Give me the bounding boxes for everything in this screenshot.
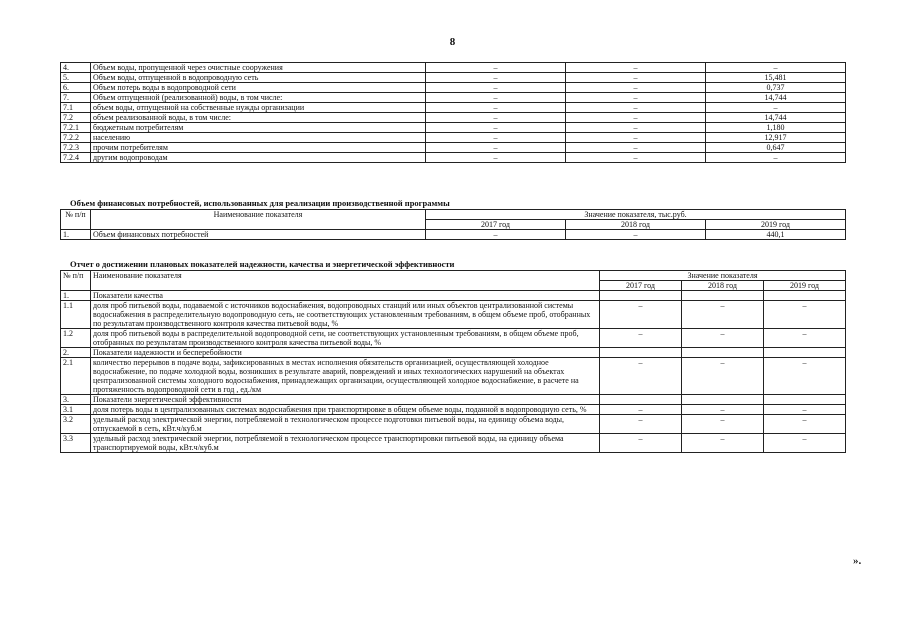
- value-2018: –: [566, 230, 706, 240]
- value-2018: –: [682, 405, 764, 415]
- row-name: удельный расход электрической энергии, потребляемой в технологическом процессе подготовки питьевой воды, на единицу объема воды, отпускаемой в сеть, кВт.ч/куб.м: [91, 415, 600, 434]
- value-2019: 12,917: [706, 133, 846, 143]
- col-header-2019: 2019 год: [706, 220, 846, 230]
- table-row: [61, 103, 846, 113]
- value-2018: –: [682, 434, 764, 453]
- section-row: [61, 291, 846, 301]
- section-name: Показатели энергетической эффективности: [91, 395, 600, 405]
- volumes-table: [60, 62, 846, 163]
- col-header-name: Наименование показателя: [91, 271, 600, 291]
- value-2019: 0,737: [706, 83, 846, 93]
- row-num: 2.: [61, 348, 91, 358]
- row-name: Объем воды, отпущенной в водопроводную сеть: [91, 73, 426, 83]
- value-2017: –: [426, 73, 566, 83]
- value-2017: –: [426, 153, 566, 163]
- value-2019: –: [706, 153, 846, 163]
- value-2019: –: [764, 329, 846, 348]
- table-row: [61, 153, 846, 163]
- table-row: [61, 113, 846, 123]
- performance-table: [60, 270, 846, 453]
- value-2017: –: [426, 230, 566, 240]
- table-row: [61, 329, 846, 348]
- section-row: [61, 395, 846, 405]
- row-num: 3.2: [61, 415, 91, 434]
- row-num: 7.2: [61, 113, 91, 123]
- row-name: количество перерывов в подаче воды, зафиксированных в местах исполнения обязательств организацией, осуществляющей холодное водоснабжение, по подаче холодной воды, возникших в результате аварий, повреждений и иных технологических нарушений на объектах централизованной системы холодного водоснабжения, принадлежащих организации, осуществляющей холодное водоснабжение, в расчете на протяженность водопроводной сети в год , ед./км: [91, 358, 600, 395]
- table-row: [61, 434, 846, 453]
- col-header-2017: 2017 год: [426, 220, 566, 230]
- row-num: 6.: [61, 83, 91, 93]
- value-2018: –: [566, 133, 706, 143]
- financial-needs-title: Объем финансовых потребностей, использованных для реализации производственной программы: [70, 198, 450, 208]
- value-2017: –: [600, 329, 682, 348]
- value-2018: –: [682, 329, 764, 348]
- row-name: доля проб питьевой воды, подаваемой с источников водоснабжения, водопроводных станций или иных объектов централизованной системы водоснабжения в распределительную водопроводную сеть, не соответствующих установленным требованиям, в общем объеме проб, отобранных по результатам производственного контроля качества питьевой воды, %: [91, 301, 600, 329]
- row-name: другим водопроводам: [91, 153, 426, 163]
- value-2017: –: [600, 434, 682, 453]
- value-2019: –: [764, 301, 846, 329]
- value-2018: –: [566, 153, 706, 163]
- value-2018: –: [682, 301, 764, 329]
- row-num: 5.: [61, 73, 91, 83]
- value-2019: 14,744: [706, 113, 846, 123]
- row-name: объем воды, отпущенной на собственные нужды организации: [91, 103, 426, 113]
- row-num: 3.3: [61, 434, 91, 453]
- row-num: 1.2: [61, 329, 91, 348]
- row-num: 3.: [61, 395, 91, 405]
- value-2019: [764, 395, 846, 405]
- row-num: 1.: [61, 291, 91, 301]
- value-2017: –: [426, 93, 566, 103]
- value-2018: [682, 291, 764, 301]
- section-name: Показатели надежности и бесперебойности: [91, 348, 600, 358]
- row-name: объем реализованной воды, в том числе:: [91, 113, 426, 123]
- row-num: 7.2.2: [61, 133, 91, 143]
- value-2019: 14,744: [706, 93, 846, 103]
- table-row: [61, 63, 846, 73]
- row-num: 7.2.1: [61, 123, 91, 133]
- row-name: доля потерь воды в централизованных системах водоснабжения при транспортировке в общем объеме воды, поданной в водопроводную сеть, %: [91, 405, 600, 415]
- row-name: прочим потребителям: [91, 143, 426, 153]
- value-2017: [600, 291, 682, 301]
- table-row: [61, 123, 846, 133]
- value-2019: –: [706, 63, 846, 73]
- value-2017: –: [426, 123, 566, 133]
- section-name: Показатели качества: [91, 291, 600, 301]
- row-num: 3.1: [61, 405, 91, 415]
- row-name: доля проб питьевой воды в распределительной водопроводной сети, не соответствующих установленным требованиям, в общем объеме проб, отобранных по результатам производственного контроля качества питьевой воды, %: [91, 329, 600, 348]
- value-2017: –: [426, 143, 566, 153]
- page-number: 8: [449, 36, 456, 48]
- performance-report-title: Отчет о достижении плановых показателей надежности, качества и энергетической эффективности: [70, 259, 455, 269]
- value-2017: [600, 395, 682, 405]
- value-2017: –: [426, 63, 566, 73]
- row-name: населению: [91, 133, 426, 143]
- table-row: [61, 301, 846, 329]
- table-row: [61, 405, 846, 415]
- value-2018: –: [682, 358, 764, 395]
- col-header-value: Значение показателя, тыс.руб.: [426, 210, 846, 220]
- value-2019: –: [764, 415, 846, 434]
- value-2018: –: [566, 63, 706, 73]
- closing-quote: ».: [853, 555, 862, 567]
- value-2019: –: [764, 434, 846, 453]
- row-num: 1.: [61, 230, 91, 240]
- row-name: удельный расход электрической энергии, потребляемой в технологическом процессе транспортировки питьевой воды, на единицу объема транспортируемой воды, кВт.ч/куб.м: [91, 434, 600, 453]
- value-2017: –: [600, 358, 682, 395]
- row-num: 7.: [61, 93, 91, 103]
- table-row: [61, 415, 846, 434]
- col-header-2018: 2018 год: [566, 220, 706, 230]
- row-name: Объем отпущенной (реализованной) воды, в том числе:: [91, 93, 426, 103]
- row-name: Объем потерь воды в водопроводной сети: [91, 83, 426, 93]
- row-name: Объем воды, пропущенной через очистные сооружения: [91, 63, 426, 73]
- value-2018: –: [566, 143, 706, 153]
- row-name: Объем финансовых потребностей: [91, 230, 426, 240]
- value-2018: –: [682, 415, 764, 434]
- row-name: бюджетным потребителям: [91, 123, 426, 133]
- col-header-2018: 2018 год: [682, 281, 764, 291]
- table-row: [61, 73, 846, 83]
- value-2019: 15,481: [706, 73, 846, 83]
- value-2017: –: [426, 113, 566, 123]
- row-num: 7.1: [61, 103, 91, 113]
- col-header-name: Наименование показателя: [91, 210, 426, 230]
- value-2018: –: [566, 83, 706, 93]
- row-num: 2.1: [61, 358, 91, 395]
- value-2017: –: [600, 301, 682, 329]
- value-2017: –: [600, 405, 682, 415]
- value-2019: –: [706, 103, 846, 113]
- table-row: [61, 230, 846, 240]
- value-2018: –: [566, 103, 706, 113]
- value-2018: –: [566, 113, 706, 123]
- col-header-num: № п/п: [61, 210, 91, 230]
- row-num: 1.1: [61, 301, 91, 329]
- value-2019: [764, 348, 846, 358]
- value-2019: [764, 291, 846, 301]
- value-2019: 1,180: [706, 123, 846, 133]
- value-2018: [682, 348, 764, 358]
- table-row: [61, 143, 846, 153]
- row-num: 7.2.3: [61, 143, 91, 153]
- value-2019: 0,647: [706, 143, 846, 153]
- value-2018: –: [566, 123, 706, 133]
- value-2019: –: [764, 405, 846, 415]
- col-header-value: Значение показателя: [600, 271, 846, 281]
- col-header-2017: 2017 год: [600, 281, 682, 291]
- row-num: 4.: [61, 63, 91, 73]
- value-2018: [682, 395, 764, 405]
- value-2017: –: [600, 415, 682, 434]
- value-2017: [600, 348, 682, 358]
- value-2018: –: [566, 93, 706, 103]
- row-num: 7.2.4: [61, 153, 91, 163]
- financial-needs-table: [60, 209, 846, 240]
- col-header-2019: 2019 год: [764, 281, 846, 291]
- table-row: [61, 93, 846, 103]
- value-2017: –: [426, 133, 566, 143]
- section-row: [61, 348, 846, 358]
- col-header-num: № п/п: [61, 271, 91, 291]
- value-2018: –: [566, 73, 706, 83]
- value-2017: –: [426, 103, 566, 113]
- table-row: [61, 83, 846, 93]
- table-row: [61, 358, 846, 395]
- table-row: [61, 133, 846, 143]
- value-2019: –: [764, 358, 846, 395]
- value-2017: –: [426, 83, 566, 93]
- value-2019: 440,1: [706, 230, 846, 240]
